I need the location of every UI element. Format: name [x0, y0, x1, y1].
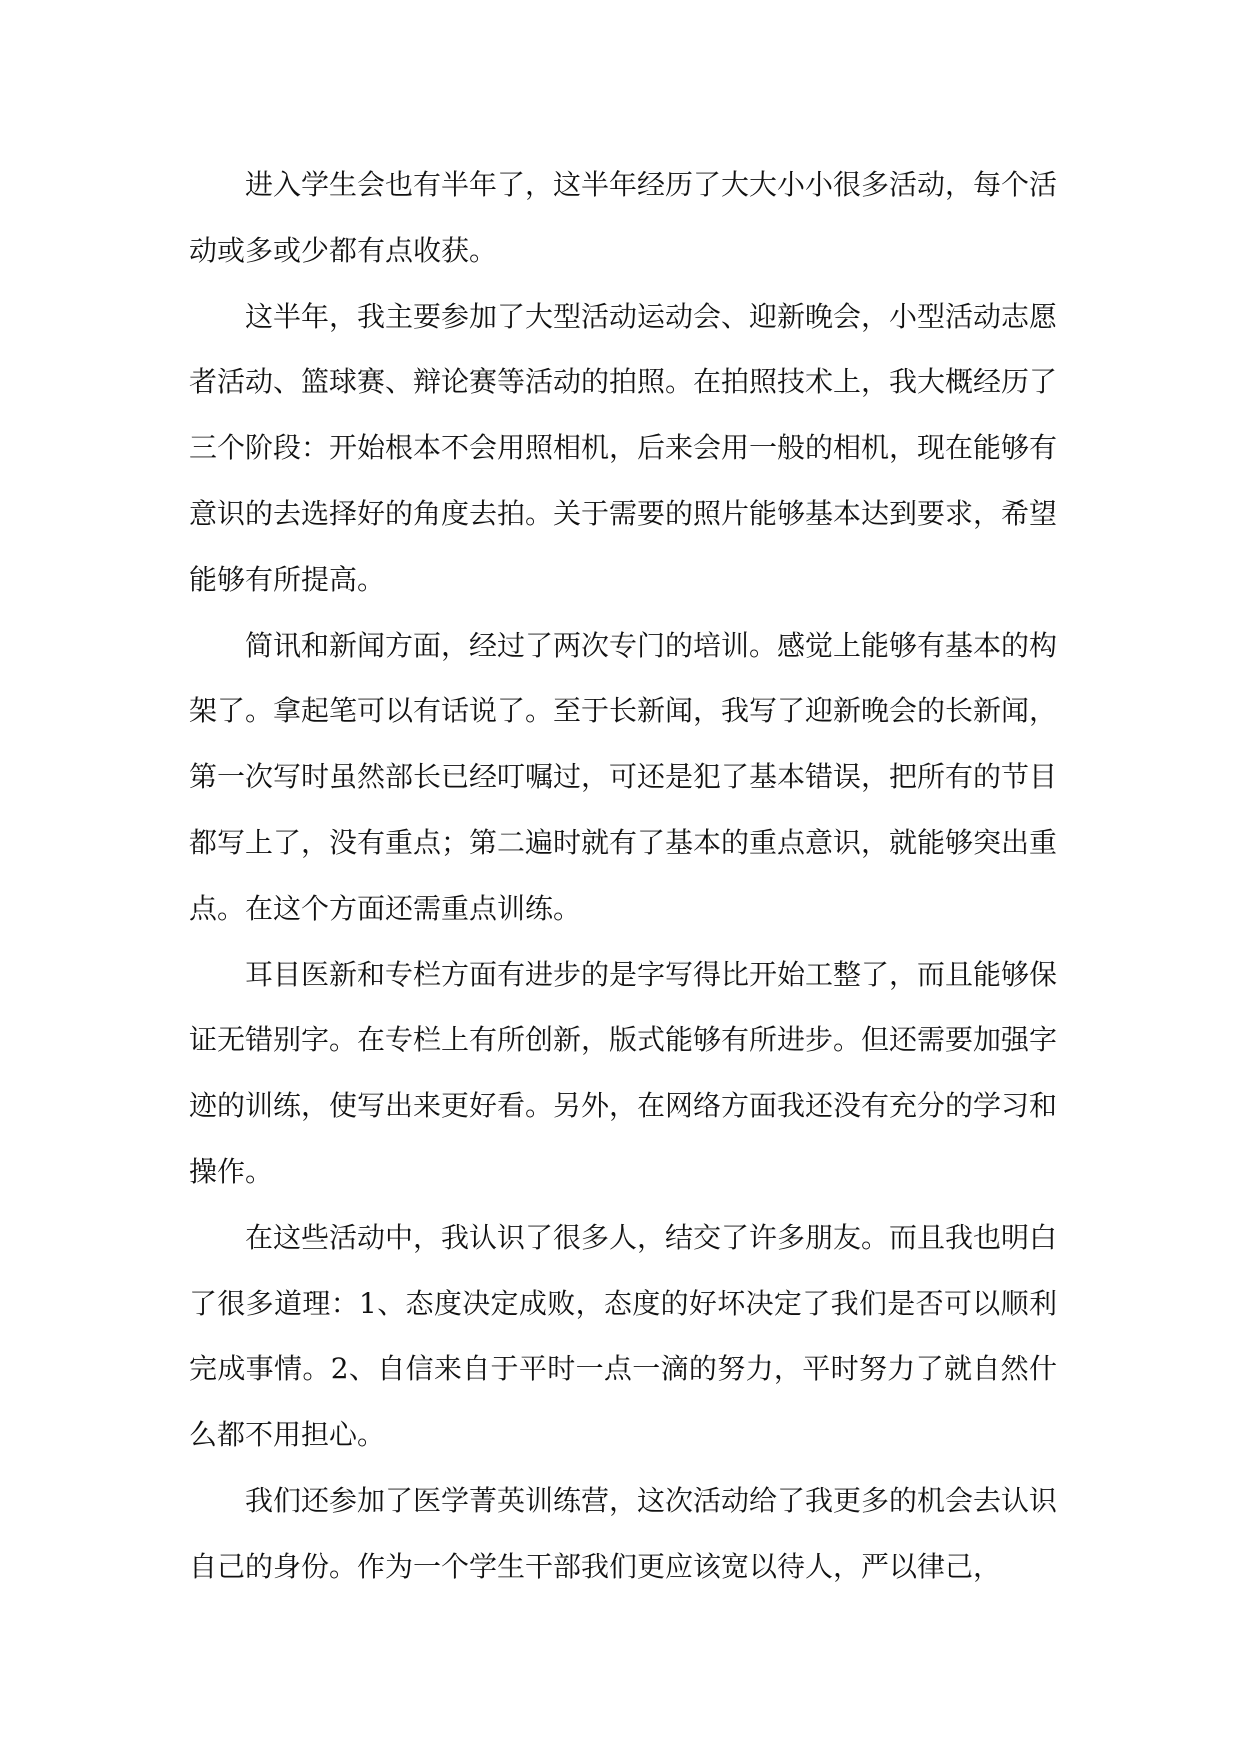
paragraph: 耳目医新和专栏方面有进步的是字写得比开始工整了，而且能够保证无错别字。在专栏上有所创新，版式能够有所进步。但还需要加强字迹的训练，使写出来更好看。另外，在网络方面我还没有充分的学习和操作。 — [189, 957, 1058, 1188]
paragraph: 我们还参加了医学菁英训练营，这次活动给了我更多的机会去认识自己的身份。作为一个学生干部我们更应该宽以待人，严以律己， — [189, 1483, 1058, 1583]
paragraph: 在这些活动中，我认识了很多人，结交了许多朋友。而且我也明白了很多道理：1、态度决定成败，态度的好坏决定了我们是否可以顺利完成事情。2、自信来自于平时一点一滴的努力，平时努力了就自然什么都不用担心。 — [189, 1220, 1058, 1452]
paragraph: 这半年，我主要参加了大型活动运动会、迎新晚会，小型活动志愿者活动、篮球赛、辩论赛等活动的拍照。在拍照技术上，我大概经历了三个阶段：开始根本不会用照相机，后来会用一般的相机，现在能够有意识的去选择好的角度去拍。关于需要的照片能够基本达到要求，希望能够有所提高。 — [189, 299, 1058, 596]
paragraph: 简讯和新闻方面，经过了两次专门的培训。感觉上能够有基本的构架了。拿起笔可以有话说了。至于长新闻，我写了迎新晚会的长新闻，第一次写时虽然部长已经叮嘱过，可还是犯了基本错误，把所有的节目都写上了，没有重点；第二遍时就有了基本的重点意识，就能够突出重点。在这个方面还需重点训练。 — [189, 628, 1058, 925]
paragraph: 进入学生会也有半年了，这半年经历了大大小小很多活动，每个活动或多或少都有点收获。 — [189, 168, 1058, 267]
document-body — [189, 152, 1057, 1600]
